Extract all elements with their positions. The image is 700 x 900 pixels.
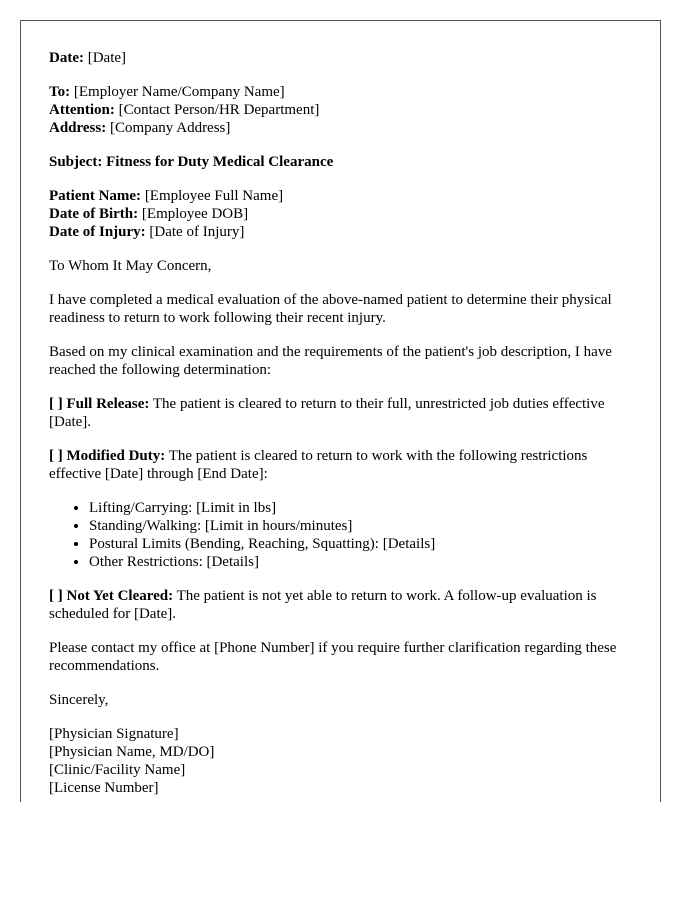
address-line	[49, 119, 632, 137]
address-label: Address:	[49, 120, 107, 136]
not-cleared-label: [ ] Not Yet Cleared:	[49, 588, 174, 604]
not-cleared-option	[49, 587, 632, 623]
salutation: To Whom It May Concern,	[49, 258, 212, 274]
full-release-text: The patient is cleared to return to their full, unrestricted job duties effective [Date].	[49, 396, 605, 430]
contact-paragraph: Please contact my office at [Phone Number] if you require further clarification regarding these recommendations.	[49, 640, 617, 674]
physician-signature: [Physician Signature]	[49, 726, 179, 742]
to-value: [Employer Name/Company Name]	[70, 84, 285, 100]
list-item: • Lifting/Carrying: [Limit in lbs]	[89, 499, 632, 517]
full-release-label: [ ] Full Release:	[49, 396, 150, 412]
patient-name-value: [Employee Full Name]	[141, 188, 284, 204]
attention-value: [Contact Person/HR Department]	[114, 102, 320, 118]
list-item: • Standing/Walking: [Limit in hours/minutes]	[89, 517, 632, 535]
to-label: To:	[49, 84, 71, 100]
attention-label: Attention:	[49, 102, 115, 118]
dob-value: [Employee DOB]	[138, 206, 249, 222]
list-item: • Other Restrictions: [Details]	[89, 553, 632, 571]
date-label: Date:	[49, 50, 84, 66]
license-number: [License Number]	[49, 780, 159, 796]
injury-date-label: Date of Injury:	[49, 224, 146, 240]
signature-block	[49, 725, 632, 797]
patient-name-line	[49, 187, 632, 205]
attention-line	[49, 101, 632, 119]
clinic-name: [Clinic/Facility Name]	[49, 762, 186, 778]
recipient-block	[49, 83, 632, 137]
restrictions-list	[49, 499, 632, 571]
date-line	[49, 49, 632, 67]
closing-sincerely: Sincerely,	[49, 692, 109, 708]
injury-date-line	[49, 223, 632, 241]
not-cleared-text: The patient is not yet able to return to work. A follow-up evaluation is scheduled for [Date].	[49, 588, 597, 622]
physician-name: [Physician Name, MD/DO]	[49, 744, 215, 760]
modified-duty-option	[49, 447, 632, 483]
to-line	[49, 83, 632, 101]
dob-label: Date of Birth:	[49, 206, 139, 222]
full-release-option	[49, 395, 632, 431]
date-value: [Date]	[83, 50, 127, 66]
injury-date-value: [Date of Injury]	[145, 224, 245, 240]
letter-page	[20, 20, 661, 802]
patient-name-label: Patient Name:	[49, 188, 142, 204]
modified-duty-text: The patient is cleared to return to work with the following restrictions effective [Date] through [End Date]:	[49, 448, 588, 482]
list-item: • Postural Limits (Bending, Reaching, Squatting): [Details]	[89, 535, 632, 553]
determination-paragraph: Based on my clinical examination and the requirements of the patient's job description, I have reached the following determination:	[49, 344, 612, 378]
modified-duty-label: [ ] Modified Duty:	[49, 448, 166, 464]
dob-line	[49, 205, 632, 223]
address-value: [Company Address]	[106, 120, 231, 136]
intro-paragraph: I have completed a medical evaluation of the above-named patient to determine their physical readiness to return to work following their recent injury.	[49, 292, 612, 326]
subject-line: Subject: Fitness for Duty Medical Clearance	[49, 154, 334, 170]
patient-block	[49, 187, 632, 241]
